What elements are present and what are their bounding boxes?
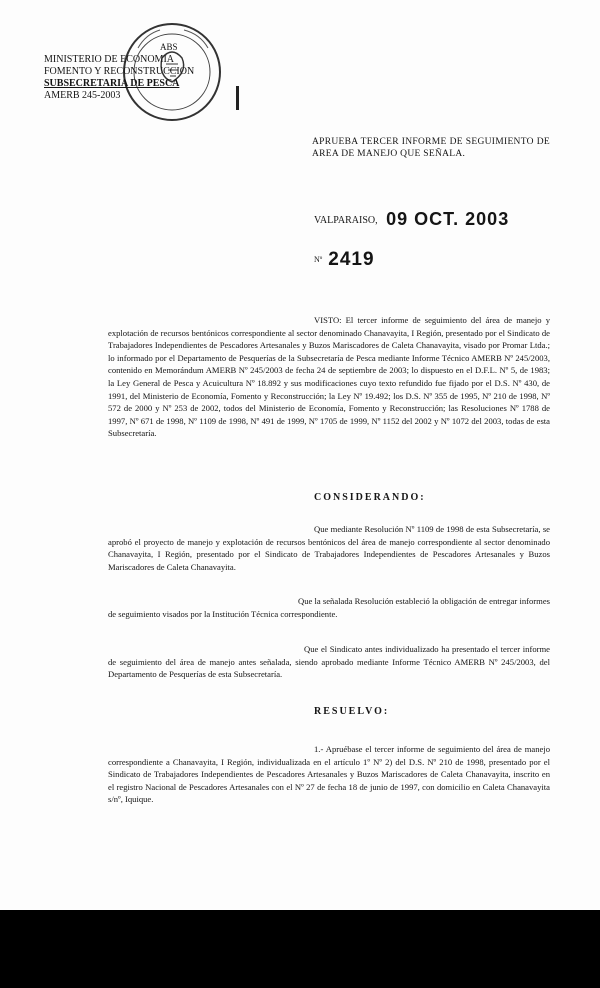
ministry-name: MINISTERIO DE ECONOMIA	[44, 54, 174, 65]
margin-mark	[236, 86, 239, 110]
resuelvo-paragraph: 1.- Apruébase el tercer informe de seguimiento del área de manejo correspondiente a Chanavayita, I Región, individualizada en el artículo 1º Nº 2) del D.S. Nº 210 de 1998, presentado por el Sindicato de Trabajadores Independientes de Pescadores Artesanales y Buzos Mariscadores de Caleta Chanavayita, inscrito en el registro Nacional de Pescadores Artesanales con el Nº 27 de fecha 18 de junio de 1997, con domicilio en Caleta Chanavayita s/nº, Iquique.	[108, 744, 550, 805]
considerando-paragraph-3: Que el Sindicato antes individualizado ha presentado el tercer informe de seguimiento del área de manejo antes señalada, siendo aprobado mediante Informe Técnico AMERB Nº 245/2003, del Departamento de Pesquerías de esta Subsecretaría.	[108, 644, 550, 680]
resolution-number	[314, 249, 375, 271]
date-stamp: 09 OCT. 2003	[386, 209, 510, 229]
considerando-paragraph-1: Que mediante Resolución Nº 1109 de 1998 de esta Subsecretaría, se aprobó el proyecto de manejo y explotación de recursos bentónicos del área de manejo correspondiente al sector denominado Chanavayita, I Región, presentado por el Sindicato de Trabajadores Independientes de Pescadores Artesanales y Buzos Mariscadores de Caleta Chanavayita.	[108, 524, 550, 572]
ministry-name-2: FOMENTO Y RECONSTRUCCION	[44, 66, 195, 77]
document-subject: APRUEBA TERCER INFORME DE SEGUIMIENTO DE AREA DE MANEJO QUE SEÑALA.	[312, 137, 550, 159]
visto-paragraph: VISTO: El tercer informe de seguimiento del área de manejo y explotación de recursos bentónicos correspondiente al sector denominado Chanavayita, I Región, presentado por el Sindicato de Trabajadores Independientes de Pescadores Artesanales y Buzos Mariscadores de Caleta Chanavayita, visado por Promar Ltda.; lo informado por el Departamento de Pesquerías de la Subsecretaría de Pesca mediante Informe Técnico AMERB Nº 245/2003, contenido en Memorándum AMERB Nº 245/2003 de fecha 24 de septiembre de 2003; lo dispuesto en el D.F.L. Nº 5, de 1983; la Ley General de Pesca y Acuicultura Nº 18.892 y sus modificaciones cuyo texto refundido fue fijado por el D.S. Nº 430, de 1991, del Ministerio de Economía, Fomento y Reconstrucción; la Ley Nº 19.492; los D.S. Nº 355 de 1995, Nº 210 de 1998, Nº 572 de 2000 y Nº 253 de 2002, todos del Ministerio de Economía, Fomento y Reconstrucción; las Resoluciones Nº 1788 de 1997, Nº 671 de 1998, Nº 1109 de 1998, Nº 491 de 1999, Nº 1705 de 1999, Nº 1152 del 2002 y Nº 1072 del 2003, todas de esta Subsecretaría.	[108, 315, 550, 439]
ministry-header	[44, 54, 194, 102]
date-line	[314, 209, 509, 230]
considerando-paragraph-2: Que la señalada Resolución estableció la obligación de entregar informes de seguimiento visados por la Institución Técnica correspondiente.	[108, 596, 550, 619]
stamp-mark: ABS	[160, 42, 178, 52]
number-stamp: 2419	[328, 249, 375, 270]
resuelvo-heading: RESUELVO:	[314, 706, 390, 717]
date-place: VALPARAISO,	[314, 215, 378, 226]
considerando-heading: CONSIDERANDO:	[314, 492, 426, 503]
number-label: Nº	[314, 255, 323, 264]
subsecretaria-name: SUBSECRETARIA DE PESCA	[44, 78, 180, 89]
reference-code: AMERB 245-2003	[44, 90, 121, 101]
scan-bottom-border	[0, 910, 600, 988]
